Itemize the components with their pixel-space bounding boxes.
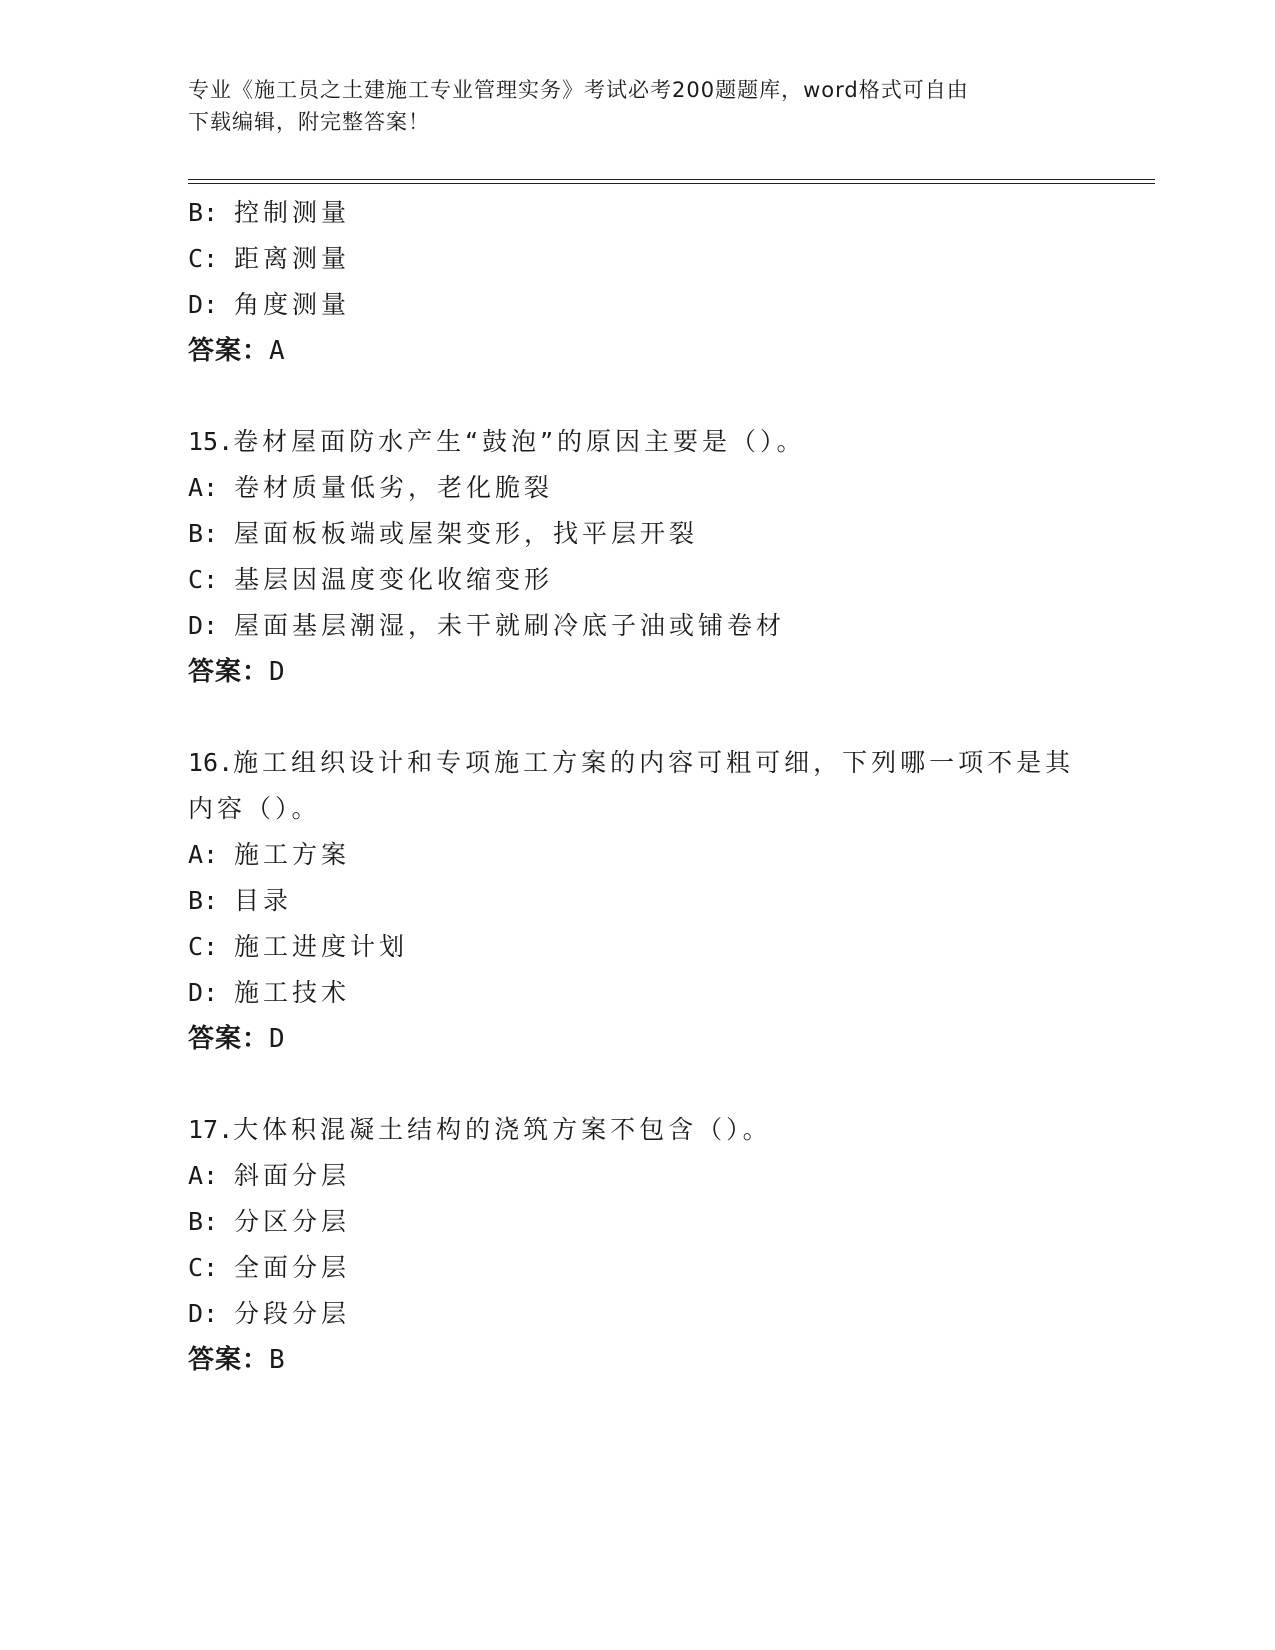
question-text: 施工组织设计和专项施工方案的内容可粗可细，下列哪一项不是其	[233, 748, 1075, 777]
question-stem-continued: 内容（）。	[188, 794, 321, 823]
answer-label: 答案：	[188, 1345, 270, 1375]
option-text: 全面分层	[234, 1253, 351, 1282]
option-text: 施工技术	[234, 978, 351, 1007]
question-14-tail	[188, 190, 1128, 374]
option-a	[188, 465, 1128, 511]
answer-value: A	[269, 336, 286, 366]
option-letter: B:	[188, 1207, 219, 1236]
question-text: 卷材屋面防水产生“鼓泡”的原因主要是（）。	[233, 427, 806, 456]
option-b	[188, 190, 1128, 236]
option-text: 施工方案	[234, 840, 351, 869]
option-text: 距离测量	[234, 244, 351, 273]
option-text: 斜面分层	[234, 1161, 351, 1190]
option-c	[188, 924, 1128, 970]
question-16	[188, 740, 1128, 1062]
question-list	[188, 190, 1128, 1383]
option-c	[188, 236, 1128, 282]
answer-value: D	[269, 1024, 286, 1054]
option-letter: A:	[188, 840, 219, 869]
option-c	[188, 1245, 1128, 1291]
question-stem	[188, 419, 1128, 465]
spacer	[188, 374, 1128, 419]
answer-line	[188, 1016, 1128, 1062]
option-text: 分区分层	[234, 1207, 351, 1236]
answer-value: D	[269, 657, 286, 687]
option-letter: A:	[188, 473, 219, 502]
answer-value: B	[269, 1345, 286, 1375]
option-text: 屋面基层潮湿，未干就刷冷底子油或铺卷材	[234, 611, 786, 640]
option-a	[188, 1153, 1128, 1199]
option-d	[188, 1291, 1128, 1337]
question-text: 大体积混凝土结构的浇筑方案不包含（）。	[233, 1115, 772, 1144]
header-divider-bottom	[188, 183, 1155, 184]
option-letter: C:	[188, 565, 219, 594]
question-stem	[188, 1107, 1128, 1153]
option-letter: B:	[188, 198, 219, 227]
option-a	[188, 832, 1128, 878]
question-number: 15.	[188, 427, 234, 456]
answer-label: 答案：	[188, 336, 270, 366]
answer-line	[188, 649, 1128, 695]
option-letter: C:	[188, 244, 219, 273]
answer-label: 答案：	[188, 657, 270, 687]
option-text: 基层因温度变化收缩变形	[234, 565, 554, 594]
header-title-line-2: 下载编辑，附完整答案！	[188, 110, 430, 134]
question-17	[188, 1107, 1128, 1383]
question-stem	[188, 740, 1128, 786]
option-text: 施工进度计划	[234, 932, 409, 961]
header-divider-top	[188, 179, 1155, 180]
option-b	[188, 511, 1128, 557]
option-letter: D:	[188, 1299, 219, 1328]
header-title-line-1: 专业《施工员之土建施工专业管理实务》考试必考200题题库，word格式可自由	[188, 78, 969, 102]
document-header	[188, 74, 1078, 138]
option-c	[188, 557, 1128, 603]
option-text: 控制测量	[234, 198, 351, 227]
answer-line	[188, 328, 1128, 374]
spacer	[188, 695, 1128, 740]
question-number: 17.	[188, 1115, 234, 1144]
question-15	[188, 419, 1128, 695]
option-letter: C:	[188, 932, 219, 961]
option-text: 卷材质量低劣，老化脆裂	[234, 473, 554, 502]
option-letter: B:	[188, 886, 219, 915]
option-b	[188, 878, 1128, 924]
question-number: 16.	[188, 748, 234, 777]
option-letter: D:	[188, 978, 219, 1007]
option-text: 分段分层	[234, 1299, 351, 1328]
option-letter: B:	[188, 519, 219, 548]
option-text: 屋面板板端或屋架变形，找平层开裂	[234, 519, 699, 548]
option-d	[188, 603, 1128, 649]
option-letter: A:	[188, 1161, 219, 1190]
option-b	[188, 1199, 1128, 1245]
option-letter: D:	[188, 290, 219, 319]
spacer	[188, 1062, 1128, 1107]
option-text: 角度测量	[234, 290, 351, 319]
option-d	[188, 282, 1128, 328]
option-letter: D:	[188, 611, 219, 640]
option-letter: C:	[188, 1253, 219, 1282]
answer-label: 答案：	[188, 1024, 270, 1054]
answer-line	[188, 1337, 1128, 1383]
option-text: 目录	[234, 886, 293, 915]
option-d	[188, 970, 1128, 1016]
